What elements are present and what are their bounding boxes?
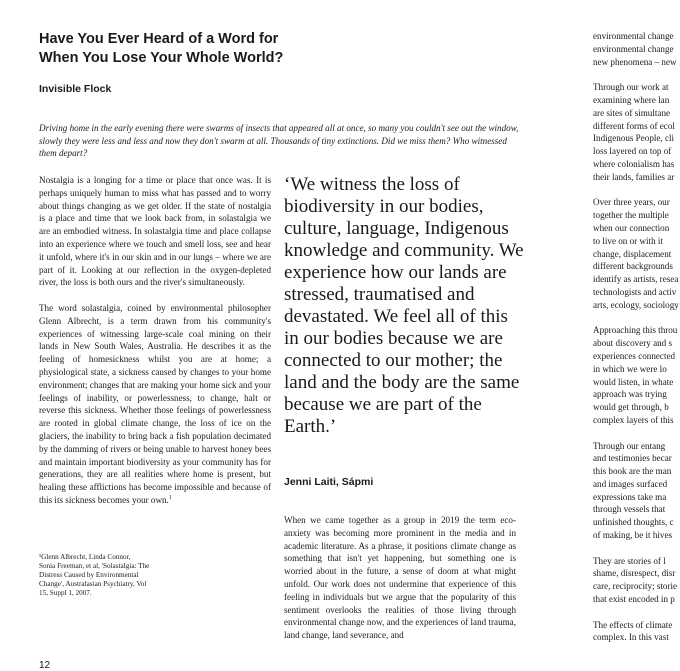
body-paragraph <box>593 324 680 426</box>
text-line: They are stories of l <box>593 555 666 566</box>
text-line: where colonialism has <box>593 158 675 169</box>
body-paragraph <box>593 555 680 606</box>
text-line: experiences connected <box>593 350 676 361</box>
text-line: of making, be it hives <box>593 530 673 541</box>
title-line: When You Lose Your Whole World? <box>39 50 284 66</box>
left-column <box>39 174 271 520</box>
article-author: Invisible Flock <box>39 83 112 95</box>
text-line: environmental change <box>593 43 674 54</box>
text-line: new phenomena – new <box>593 56 677 67</box>
text-line: complex. In this vast <box>593 632 669 643</box>
body-paragraph-text: The word solastalgia, coined by environmental philosopher Glenn Albrecht, is a term drawn from his community's experiences of witnessing large-scale coal mining on their lands in New South Wales, Australia. He describes it as the feeling of homesickness whilst you are at home; a physiological state, a sickness caused by changes to your home environment; changes that are making your home sick and your feelings of inability, or powerlessness, to change, halt or reverse this sickness. Whether those feelings of powerlessness are rooted in global climate change, the loss of ice on the glaciers, the inability to bring back a fish population decimated by the damming of rivers or being unable to harvest honey bees and maintain important biodiversity as your community has for generations, they are all realities where home is present, but healing these afflictions has become impossible and because of this its sickness becomes your own. <box>39 302 271 505</box>
footnote-line: Change', Australasian Psychiatry, Vol <box>39 580 147 588</box>
text-line: about discovery and s <box>593 338 673 349</box>
text-line: Approaching this throu <box>593 325 678 336</box>
text-line: The effects of climate <box>593 619 673 630</box>
text-line: this book are the man <box>593 466 672 477</box>
footnote-line: ¹Glenn Albrecht, Linda Connor, <box>39 553 131 561</box>
text-line: and testimonies becar <box>593 453 672 464</box>
text-line: loss layered on top of <box>593 146 672 157</box>
body-paragraph <box>593 81 680 183</box>
page-number: 12 <box>39 660 51 671</box>
body-paragraph <box>593 30 680 68</box>
body-paragraph <box>593 196 680 311</box>
text-line: care, reciprocity; storie <box>593 581 678 592</box>
text-line: that exist encoded in p <box>593 594 675 605</box>
text-line: would get through, b <box>593 402 669 413</box>
text-line: environmental change <box>593 31 674 41</box>
text-line: Through our entang <box>593 440 666 451</box>
text-line: identify as artists, resea <box>593 274 679 285</box>
text-line: would listen, in whate <box>593 376 674 387</box>
text-line: are sites of simultane <box>593 107 671 118</box>
body-paragraph: When we came together as a group in 2019 the term eco-anxiety was becoming more prominent in the media and in academic literature. As a phrase, it positions climate change as something that isn't yet happening, but something one is worried about in the future, a sense of doom at what might unfold. Our work does not undermine that experience of this feeling in individuals but we argue that the popularity of this sentiment overlooks the realities of those living through environmental change now, and the experiences of land trauma, land change, land severance, and <box>284 515 516 641</box>
text-line: when our connection <box>593 222 670 233</box>
title-line: Have You Ever Heard of a Word for <box>39 31 279 47</box>
text-line: different backgrounds <box>593 261 673 272</box>
text-line: to live on or with it <box>593 235 663 246</box>
footnote-marker: 1 <box>168 494 172 501</box>
text-line: different forms of ecol <box>593 120 675 131</box>
footnote-line: Sonia Freeman, et al, 'Solastalgia: The <box>39 562 150 570</box>
article-title <box>39 30 299 68</box>
quote-attribution: Jenni Laiti, Sápmi <box>284 476 374 488</box>
text-line: Through our work at <box>593 82 669 93</box>
footnote <box>39 553 199 598</box>
text-line: unfinished thoughts, c <box>593 517 674 528</box>
body-paragraph <box>39 302 271 507</box>
body-paragraph <box>593 440 680 542</box>
text-line: Over three years, our <box>593 197 670 208</box>
text-line: shame, disrespect, disr <box>593 568 676 579</box>
body-paragraph: Nostalgia is a longing for a time or place that once was. It is perhaps uniquely human to miss what has passed and to worry about things changing as we get older. If the state of nostalgia is a place and time that we look back from, in solastalgia we are an embodied witness. In solastalgia time and place collapse into an experience where we touch and smell loss, see and hear it unfold, where it's in our skin and in our lungs – where we are part of it. Looking at our reflection in the oxygen-depleted river, the loss is both ours and the river's simultaneously. <box>39 175 271 288</box>
text-line: examining where lan <box>593 94 670 105</box>
middle-column <box>284 514 516 655</box>
text-line: Indigenous People, cli <box>593 133 675 144</box>
text-line: in which we were lo <box>593 363 667 374</box>
text-line: through vessels that <box>593 504 666 515</box>
text-line: together the multiple <box>593 210 669 221</box>
text-line: expressions take ma <box>593 491 667 502</box>
text-line: change, displacement <box>593 248 672 259</box>
footnote-line: 15, Suppl 1, 2007. <box>39 589 92 597</box>
right-column <box>593 30 680 657</box>
text-line: technologists and activ <box>593 286 677 297</box>
body-paragraph <box>593 619 680 645</box>
text-line: their lands, families ar <box>593 171 675 182</box>
intro-paragraph: Driving home in the early evening there were swarms of insects that appeared all at once, so many you couldn't see out the window, slowly they were less and less and now they don't swarm at all. Thousands of tiny extinctions. Did we miss them? Who witnessed them depart? <box>39 123 519 158</box>
text-line: arts, ecology, sociology <box>593 299 679 310</box>
text-line: approach was trying <box>593 389 667 400</box>
text-line: and images surfaced <box>593 478 668 489</box>
footnote-line: Distress Caused by Environmental <box>39 571 139 579</box>
text-line: complex layers of this <box>593 414 674 425</box>
pull-quote: ‘We witness the loss of biodiversity in our bodies, culture, language, Indigenous knowledge and community. We experience how our lands are stressed, traumatised and devastated. We feel all of this in our bodies because we are connected to our mother; the land and the body are the same because we are part of the Earth.’ <box>284 174 524 437</box>
